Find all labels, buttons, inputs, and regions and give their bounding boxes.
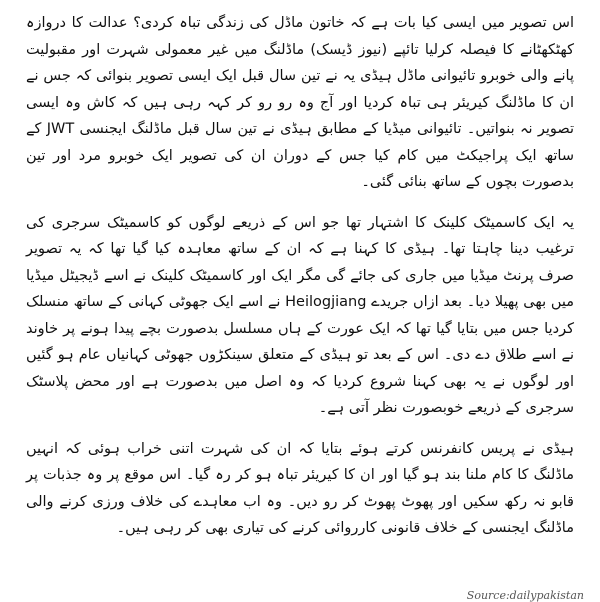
article-paragraph-3: ہیڈی نے پریس کانفرنس کرتے ہوئے بتایا کہ ان کی شہرت اتنی خراب ہوئی کہ انہیں ماڈلنگ کا کام ملنا بند ہو گیا اور ان کا کیریئر تباہ ہو کر رہ گیا۔ اس موقع پر وہ جذبات پر قابو نہ رکھ سکیں اور پھوٹ پھوٹ کر رو دیں۔ وہ اب معاہدے کی خلاف ورزی کرنے والی ماڈلنگ ایجنسی کے خلاف قانونی کارروائی کرنے کی تیاری بھی کر رہی ہیں۔ [26, 436, 574, 542]
source-credit: Source:dailypakistan [467, 589, 584, 602]
article-paragraph-1: اس تصویر میں ایسی کیا بات ہے کہ خاتون ماڈل کی زندگی تباہ کردی؟ عدالت کا دروازہ کھٹکھٹانے کا فیصلہ کرلیا تائپے (نیوز ڈیسک) ماڈلنگ میں غیر معمولی شہرت اور مقبولیت پانے والی خوبرو تائیوانی ماڈل ہیڈی یہ نے تین سال قبل ایک ایسی تصویر بنوائی کہ جس نے ان کا ماڈلنگ کیریئر ہی تباہ کردیا اور آج وہ رو رو کر کہہ رہی ہیں کہ کاش وہ ایسی تصویر نہ بنواتیں۔ تائیوانی میڈیا کے مطابق ہیڈی نے تین سال قبل ماڈلنگ ایجنسی JWT کے ساتھ ایک پراجیکٹ میں کام کیا جس کے دوران ان کی تصویر ایک خوبرو مرد اور تین بدصورت بچوں کے ساتھ بنائی گئی۔ [26, 10, 574, 196]
article-paragraph-2: یہ ایک کاسمیٹک کلینک کا اشتہار تھا جو اس کے ذریعے لوگوں کو کاسمیٹک سرجری کی ترغیب دینا چاہتا تھا۔ ہیڈی کا کہنا ہے کہ ان کے ساتھ معاہدہ کیا گیا تھا کہ یہ تصویر صرف پرنٹ میڈیا میں جاری کی جائے گی مگر ایک اور کاسمیٹک کلینک نے اسے ڈیجیٹل میڈیا میں بھی پھیلا دیا۔ بعد ازاں جریدے Heilogjiang نے اسے ایک جھوٹی کہانی کے ساتھ منسلک کردیا جس میں بتایا گیا تھا کہ ایک عورت کے ہاں مسلسل بدصورت بچے پیدا ہونے پر خاوند نے اسے طلاق دے دی۔ اس کے بعد تو ہیڈی کے متعلق سینکڑوں جھوٹی کہانیاں عام ہو گئیں اور لوگوں نے یہ بھی کہنا شروع کردیا کہ وہ اصل میں بدصورت ہے اور محض پلاسٹک سرجری کے ذریعے خوبصورت نظر آتی ہے۔ [26, 210, 574, 422]
news-article [26, 10, 574, 600]
